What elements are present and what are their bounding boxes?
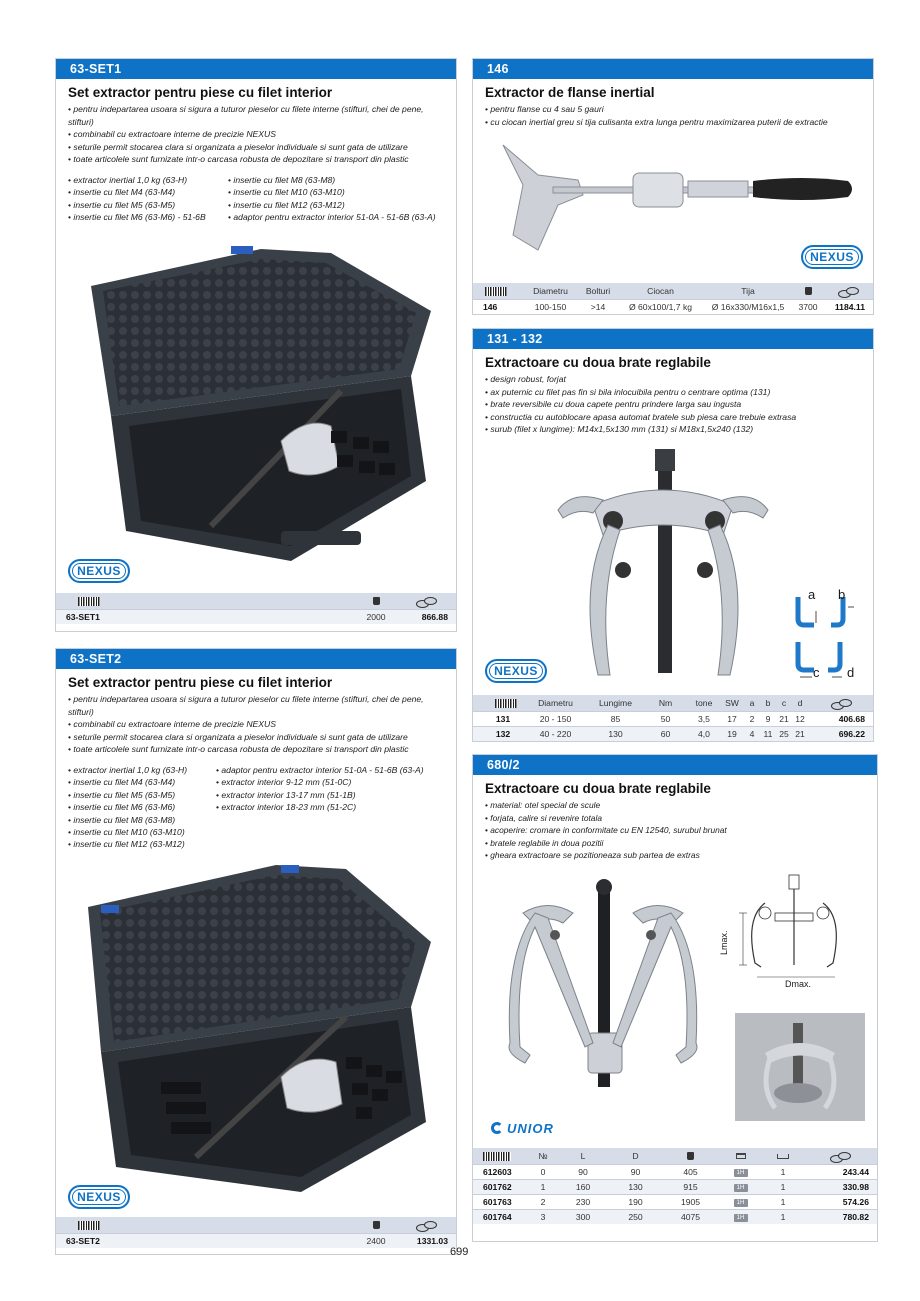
table-row: 131 20 - 150 85 50 3,5 17 2 9 21 12 406.68: [473, 711, 873, 726]
content-item: • extractor inertial 1,0 kg (63-H): [68, 764, 216, 776]
table-row: 601763 2 230 190 1905 1H 1 574.26: [473, 1194, 877, 1209]
content-item: • insertie cu filet M6 (63-M6) - 51-6B: [68, 211, 228, 223]
dim-label-d: d: [847, 665, 855, 680]
nexus-logo: NEXUS: [485, 659, 547, 683]
content-item: • insertie cu filet M5 (63-M5): [68, 199, 228, 211]
barcode-icon: [495, 699, 517, 708]
packaging-badge: 1H: [734, 1199, 748, 1207]
feature-item: • forjata, calire si revenire totala: [485, 812, 869, 825]
contents-list: [68, 174, 456, 224]
nexus-logo: NEXUS: [68, 1185, 130, 1209]
price-icon: [830, 1152, 850, 1161]
panel-header: 680/2: [473, 755, 877, 775]
feature-item: • pentru indepartarea usoara si sigura a tuturor pieselor cu filete interne (stifturi, chei de pene, stifturi): [68, 103, 448, 128]
product-title: Extractoare cu doua brate reglabile: [485, 781, 711, 796]
feature-item: • ax puternic cu filet pas fin si bila inlocuibila pentru o centrare optima (131): [485, 386, 865, 399]
feature-list: [68, 103, 448, 166]
nexus-logo: NEXUS: [68, 559, 130, 583]
spec-table: Diametru Bolturi Ciocan Tija 146 100-150 >14 Ø 60x100/1,7 kg Ø 16x330/M16x1,5 3700 1184.11: [473, 283, 873, 314]
price-icon: [831, 699, 851, 708]
table-row: 612603 0 90 90 405 1H 1 243.44: [473, 1164, 877, 1179]
weight-icon: [373, 597, 380, 605]
packaging-badge: 1H: [734, 1169, 748, 1177]
feature-item: • gheara extractoare se pozitioneaza sub partea de extras: [485, 849, 869, 862]
panel-header: 146: [473, 59, 873, 79]
table-row: 601764 3 300 250 4075 1H 1 780.82: [473, 1209, 877, 1224]
weight-icon: [687, 1152, 694, 1160]
quantity-icon: [777, 1154, 789, 1159]
table-row: 132 40 - 220 130 60 4,0 19 4 11 25 21 696.22: [473, 726, 873, 741]
packaging-badge: 1H: [734, 1184, 748, 1192]
spec-table: [56, 593, 456, 624]
feature-item: • pentru indepartarea usoara si sigura a tuturor pieselor cu filete interne (stifturi, chei de pene, stifturi): [68, 693, 448, 718]
feature-item: • acoperire: cromare in conformitate cu EN 12540, surubul brunat: [485, 824, 869, 837]
product-panel-146: [472, 58, 874, 315]
feature-item: • combinabil cu extractoare interne de precizie NEXUS: [68, 718, 448, 731]
content-item: • insertie cu filet M8 (63-M8): [68, 814, 216, 826]
unior-mark-icon: [491, 1122, 503, 1134]
feature-list: [68, 693, 448, 756]
weight-icon: [805, 287, 812, 295]
feature-item: • toate articolele sunt furnizate intr-o carcasa robusta de depozitare si transport din plastic: [68, 153, 448, 166]
dim-label-dmax: Dmax.: [785, 979, 812, 989]
price-icon: [416, 1221, 436, 1230]
content-item: • extractor interior 18-23 mm (51-2C): [216, 801, 424, 813]
content-item: • extractor inertial 1,0 kg (63-H): [68, 174, 228, 186]
product-title: Extractoare cu doua brate reglabile: [485, 355, 711, 370]
feature-item: • toate articolele sunt furnizate intr-o carcasa robusta de depozitare si transport din plastic: [68, 743, 448, 756]
unior-logo-text: UNIOR: [507, 1121, 554, 1136]
product-panel-680-2: [472, 754, 878, 1242]
case-image: [76, 857, 446, 1197]
spec-table: Diametru Lungime Nm tone SW a b c d 131 20 - 150 85 50 3,5 17 2 9 21 12 406.68 132 40 - 220 130 60 4,0 19 4 11 25 21 696.22: [473, 695, 873, 741]
content-item: • adaptor pentru extractor interior 51-0A - 51-6B (63-A): [216, 764, 424, 776]
barcode-icon: [485, 287, 507, 296]
feature-item: • combinabil cu extractoare interne de precizie NEXUS: [68, 128, 448, 141]
product-title: Set extractor pentru piese cu filet interior: [68, 675, 333, 690]
feature-item: • design robust, forjat: [485, 373, 865, 386]
content-item: • insertie cu filet M6 (63-M6): [68, 801, 216, 813]
panel-header: 63-SET2: [56, 649, 456, 669]
feature-item: • surub (filet x lungime): M14x1,5x130 mm (131) si M18x1,5x240 (132): [485, 423, 865, 436]
unior-logo: [491, 1121, 554, 1136]
panel-header: 63-SET1: [56, 59, 456, 79]
content-item: • adaptor pentru extractor interior 51-0A - 51-6B (63-A): [228, 211, 436, 223]
dim-label-c: c: [813, 665, 820, 680]
content-item: • insertie cu filet M5 (63-M5): [68, 789, 216, 801]
packaging-badge: 1H: [734, 1214, 748, 1222]
content-item: • extractor interior 9-12 mm (51-0C): [216, 776, 424, 788]
content-item: • extractor interior 13-17 mm (51-1B): [216, 789, 424, 801]
product-title: Set extractor pentru piese cu filet interior: [68, 85, 333, 100]
product-title: Extractor de flanse inertial: [485, 85, 655, 100]
feature-item: • seturile permit stocarea clara si organizata a pieselor individuale si sunt gata de utilizare: [68, 141, 448, 154]
price-icon: [838, 287, 858, 296]
content-item: • insertie cu filet M12 (63-M12): [68, 838, 216, 850]
feature-list: [485, 373, 865, 436]
panel-header: 131 - 132: [473, 329, 873, 349]
page-number: 699: [450, 1246, 469, 1258]
package-icon: [736, 1153, 746, 1159]
feature-item: • pentru flanse cu 4 sau 5 gauri: [485, 103, 865, 116]
feature-item: • material: otel special de scule: [485, 799, 869, 812]
content-item: • insertie cu filet M10 (63-M10): [68, 826, 216, 838]
contents-list: [68, 764, 456, 851]
product-panel-63-set1: [55, 58, 457, 632]
content-item: • insertie cu filet M4 (63-M4): [68, 776, 216, 788]
price-icon: [416, 597, 436, 606]
table-row: 63-SET1 2000 866.88: [56, 609, 456, 624]
feature-item: • constructia cu autoblocare apasa automat bratele sub piesa care trebuie extrasa: [485, 411, 865, 424]
table-row: 63-SET2 2400 1331.03: [56, 1233, 456, 1248]
puller-680-image: [503, 873, 703, 1123]
feature-item: • seturile permit stocarea clara si organizata a pieselor individuale si sunt gata de utilizare: [68, 731, 448, 744]
product-photo: [735, 1013, 865, 1121]
table-row: 601762 1 160 130 915 1H 1 330.98: [473, 1179, 877, 1194]
product-panel-63-set2: [55, 648, 457, 1255]
dimension-diagram: [788, 587, 868, 687]
feature-item: • brate reversibile cu doua capete pentru prindere larga sau ingusta: [485, 398, 865, 411]
content-item: • insertie cu filet M4 (63-M4): [68, 186, 228, 198]
content-item: • insertie cu filet M12 (63-M12): [228, 199, 436, 211]
barcode-icon: [78, 597, 100, 606]
dim-label-lmax: Lmax.: [719, 930, 729, 955]
dim-label-a: a: [808, 587, 816, 602]
feature-list: [485, 799, 869, 862]
flange-puller-image: [483, 135, 863, 265]
feature-list: [485, 103, 865, 128]
feature-item: • cu ciocan inertial greu si tija culisanta extra lunga pentru maximizarea puterii de extractie: [485, 116, 865, 129]
product-panel-131-132: [472, 328, 874, 742]
weight-icon: [373, 1221, 380, 1229]
table-row: 146 100-150 >14 Ø 60x100/1,7 kg Ø 16x330/M16x1,5 3700 1184.11: [473, 299, 873, 314]
feature-item: • bratele reglabile in doua pozitii: [485, 837, 869, 850]
two-arm-puller-image: [553, 445, 773, 685]
nexus-logo: NEXUS: [801, 245, 863, 269]
dim-label-b: b: [838, 587, 846, 602]
content-item: • insertie cu filet M10 (63-M10): [228, 186, 436, 198]
barcode-icon: [78, 1221, 100, 1230]
content-item: • insertie cu filet M8 (63-M8): [228, 174, 436, 186]
case-image: [81, 241, 441, 571]
spec-table: № L D 612603 0 90 90 405 1H 1 243.44 601762 1 160 130 915 1H 1 330.98 601763 2 230 190 1905 1H 1 574.26 601764 3 300 250 4075 1H 1 780.82: [473, 1148, 877, 1224]
spec-table: [56, 1217, 456, 1248]
barcode-icon: [483, 1152, 511, 1161]
